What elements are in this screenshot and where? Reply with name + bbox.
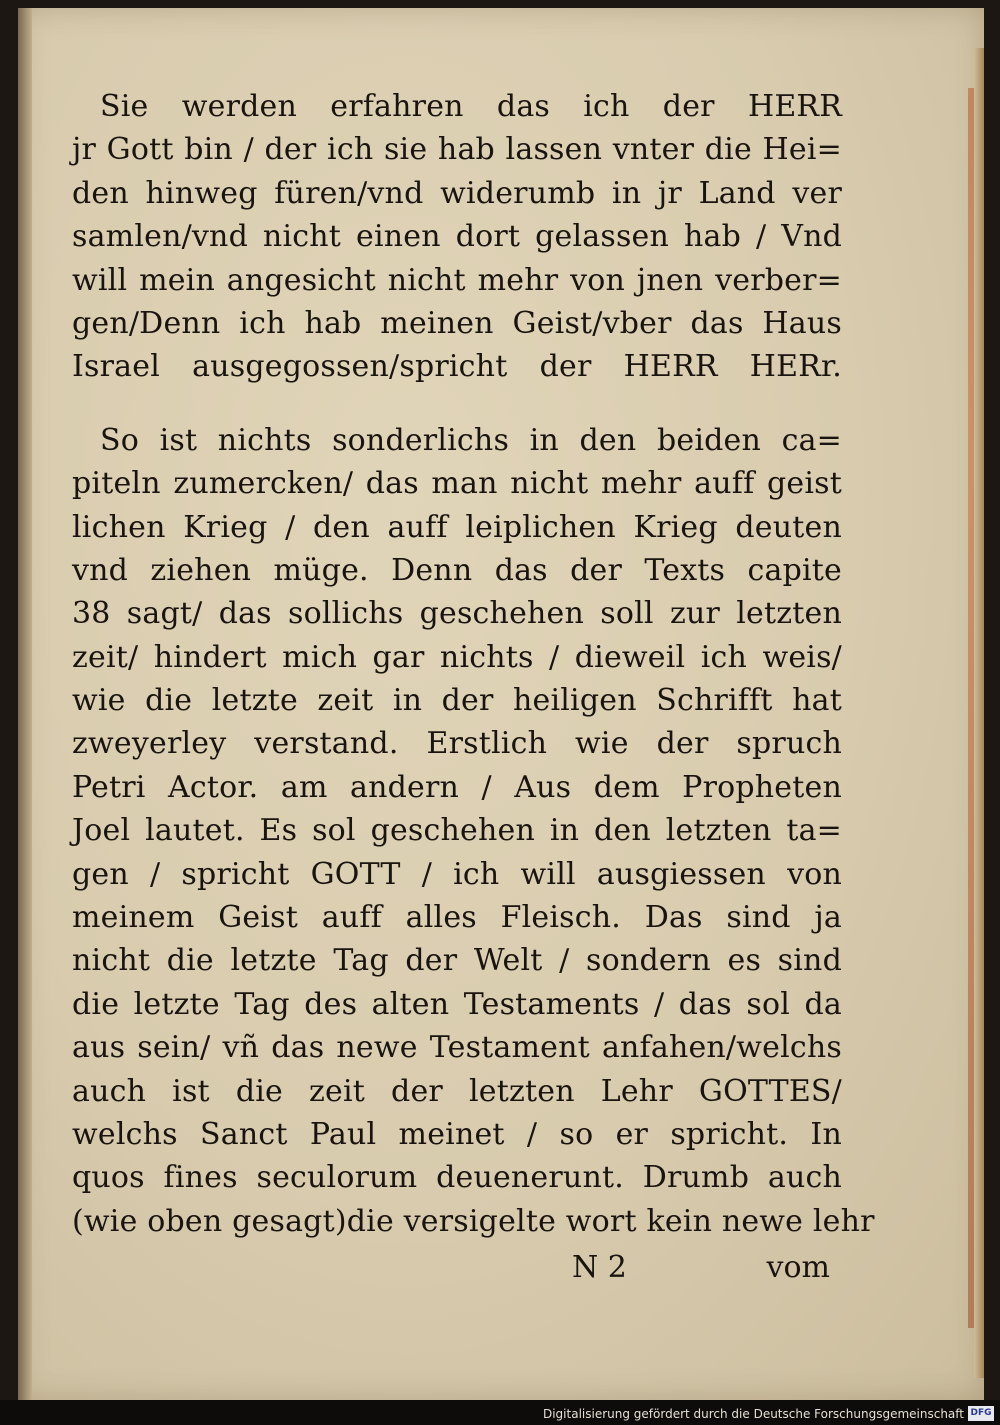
catchword: vom <box>766 1250 830 1285</box>
text-line: die letzte Tag des alten Testaments / das sol da <box>72 986 842 1022</box>
text-line: meinem Geist auff alles Fleisch. Das sind ja <box>72 900 842 936</box>
text-line: den hinweg füren/vnd widerumb in jr Land ver <box>72 175 842 211</box>
paragraph-gap <box>72 389 842 419</box>
text-line: will mein angesicht nicht mehr von jnen verber= <box>72 262 842 298</box>
text-line: Joel lautet. Es sol geschehen in den letzten ta= <box>72 813 842 849</box>
page-footer <box>72 1250 842 1295</box>
text-line: Israel ausgegossen/spricht der HERR HERr. <box>72 349 842 385</box>
text-line: So ist nichts sonderlichs in den beiden ca= <box>100 422 842 458</box>
text-line: welchs Sanct Paul meinet / so er spricht. In <box>72 1116 842 1152</box>
text-line: Sie werden erfahren das ich der HERR <box>100 89 842 124</box>
page-fore-edge <box>974 48 984 1378</box>
text-line: samlen/vnd nicht einen dort gelassen hab / Vnd <box>72 219 842 255</box>
text-line: nicht die letzte Tag der Welt / sondern es sind <box>72 943 842 979</box>
text-line: (wie oben gesagt)die versigelte wort kein newe lehr <box>72 1203 875 1239</box>
text-line: auch ist die zeit der letzten Lehr GOTTES/ <box>72 1073 842 1109</box>
text-line: zeit/ hindert mich gar nichts / dieweil ich weis/ <box>72 639 842 675</box>
text-line: piteln zumercken/ das man nicht mehr auff geist <box>72 466 842 502</box>
text-line: gen / spricht GOTT / ich will ausgiessen von <box>72 856 842 892</box>
text-line: Petri Actor. am andern / Aus dem Propheten <box>72 769 842 805</box>
text-line: aus sein/ vñ das newe Testament anfahen/welchs <box>72 1030 842 1066</box>
credit-bar <box>0 1400 1000 1425</box>
page-text <box>72 85 875 1243</box>
text-line: lichen Krieg / den auff leiplichen Krieg deuten <box>72 509 842 545</box>
text-line: 38 sagt/ das sollichs geschehen soll zur letzten <box>72 596 842 632</box>
paragraph-2 <box>72 419 875 1243</box>
page-binding-edge <box>18 8 32 1400</box>
dfg-logo: DFG <box>968 1406 994 1421</box>
text-line: wie die letzte zeit in der heiligen Schrifft hat <box>72 683 842 719</box>
text-line: quos fines seculorum deuenerunt. Drumb auch <box>72 1160 842 1196</box>
text-line: jr Gott bin / der ich sie hab lassen vnter die Hei= <box>72 132 842 168</box>
funding-credit: Digitalisierung gefördert durch die Deutsche Forschungsgemeinschaft <box>542 1407 964 1421</box>
signature-mark: N 2 <box>572 1250 627 1285</box>
page-red-edge <box>968 88 974 1328</box>
text-line: vnd ziehen müge. Denn das der Texts capite <box>72 552 842 588</box>
text-line: zweyerley verstand. Erstlich wie der spruch <box>72 726 842 762</box>
text-line: gen/Denn ich hab meinen Geist/vber das Haus <box>72 305 842 341</box>
paragraph-1 <box>72 85 842 389</box>
